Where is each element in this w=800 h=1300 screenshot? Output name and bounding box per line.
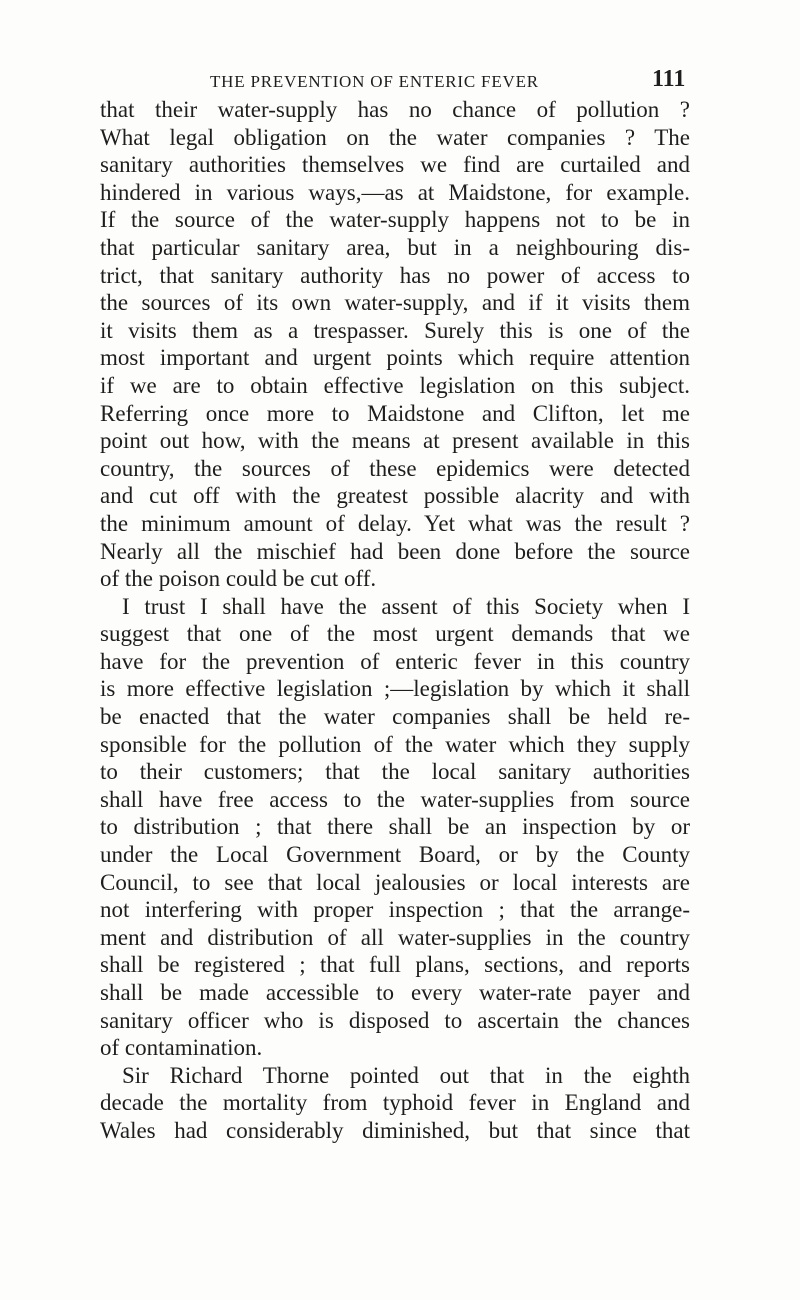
text-line: Sir Richard Thorne pointed out that in the eighth <box>122 1062 690 1088</box>
text-line: to their customers; that the local sanitary authorities <box>100 759 690 785</box>
text-line: shall be registered ; that full plans, sections, and reports <box>100 952 690 978</box>
text-line: have for the prevention of enteric fever in this country <box>100 648 690 674</box>
text-line: point out how, with the means at present available in this <box>100 428 690 454</box>
text-line: the minimum amount of delay. Yet what was the result ? <box>100 510 690 536</box>
text-line: I trust I shall have the assent of this Society when I <box>122 593 690 619</box>
text-line: is more effective legislation ;—legislation by which it shall <box>100 676 690 702</box>
text-line: the sources of its own water-supply, and if it visits them <box>100 290 690 316</box>
text-line: that their water-supply has no chance of pollution ? <box>100 97 690 122</box>
text-line: most important and urgent points which require attention <box>100 345 690 371</box>
body-text <box>100 96 690 1145</box>
text-line: shall have free access to the water-supplies from source <box>100 786 690 812</box>
text-line: and cut off with the greatest possible alacrity and with <box>100 483 690 509</box>
text-line: Nearly all the mischief had been done before the source <box>100 538 690 564</box>
text-line: to distribution ; that there shall be an inspection by or <box>100 814 690 840</box>
text-line: of contamination. <box>100 1035 263 1061</box>
text-line: If the source of the water-supply happens not to be in <box>100 207 690 233</box>
text-line: ment and distribution of all water-supplies in the country <box>100 924 690 950</box>
text-line: if we are to obtain effective legislation on this subject. <box>100 372 690 398</box>
text-line: be enacted that the water companies shall be held re- <box>100 704 690 730</box>
text-line: under the Local Government Board, or by the County <box>100 842 690 868</box>
text-line: Council, to see that local jealousies or local interests are <box>100 869 690 895</box>
text-line: not interfering with proper inspection ; that the arrange- <box>100 897 690 923</box>
page-number: 111 <box>652 66 686 92</box>
text-line: Referring once more to Maidstone and Clifton, let me <box>100 400 690 426</box>
text-line: that particular sanitary area, but in a neighbouring dis- <box>100 234 690 260</box>
text-line: What legal obligation on the water companies ? The <box>100 124 690 150</box>
text-line: hindered in various ways,—as at Maidstone, for example. <box>100 179 690 205</box>
text-line: sponsible for the pollution of the water which they supply <box>100 731 690 757</box>
text-line: shall be made accessible to every water-rate payer and <box>100 980 690 1005</box>
text-line: suggest that one of the most urgent demands that we <box>100 621 690 647</box>
running-head: THE PREVENTION OF ENTERIC FEVER <box>210 72 539 91</box>
text-line: trict, that sanitary authority has no power of access to <box>100 262 690 288</box>
text-line: it visits them as a trespasser. Surely this is one of the <box>100 317 690 343</box>
text-line: sanitary officer who is disposed to ascertain the chances <box>100 1007 690 1033</box>
text-line: sanitary authorities themselves we find are curtailed and <box>100 152 690 178</box>
text-line: Wales had considerably diminished, but that since that <box>100 1117 690 1143</box>
text-line: country, the sources of these epidemics were detected <box>100 455 690 481</box>
text-line: of the poison could be cut off. <box>100 566 377 592</box>
text-line: decade the mortality from typhoid fever in England and <box>100 1090 690 1116</box>
